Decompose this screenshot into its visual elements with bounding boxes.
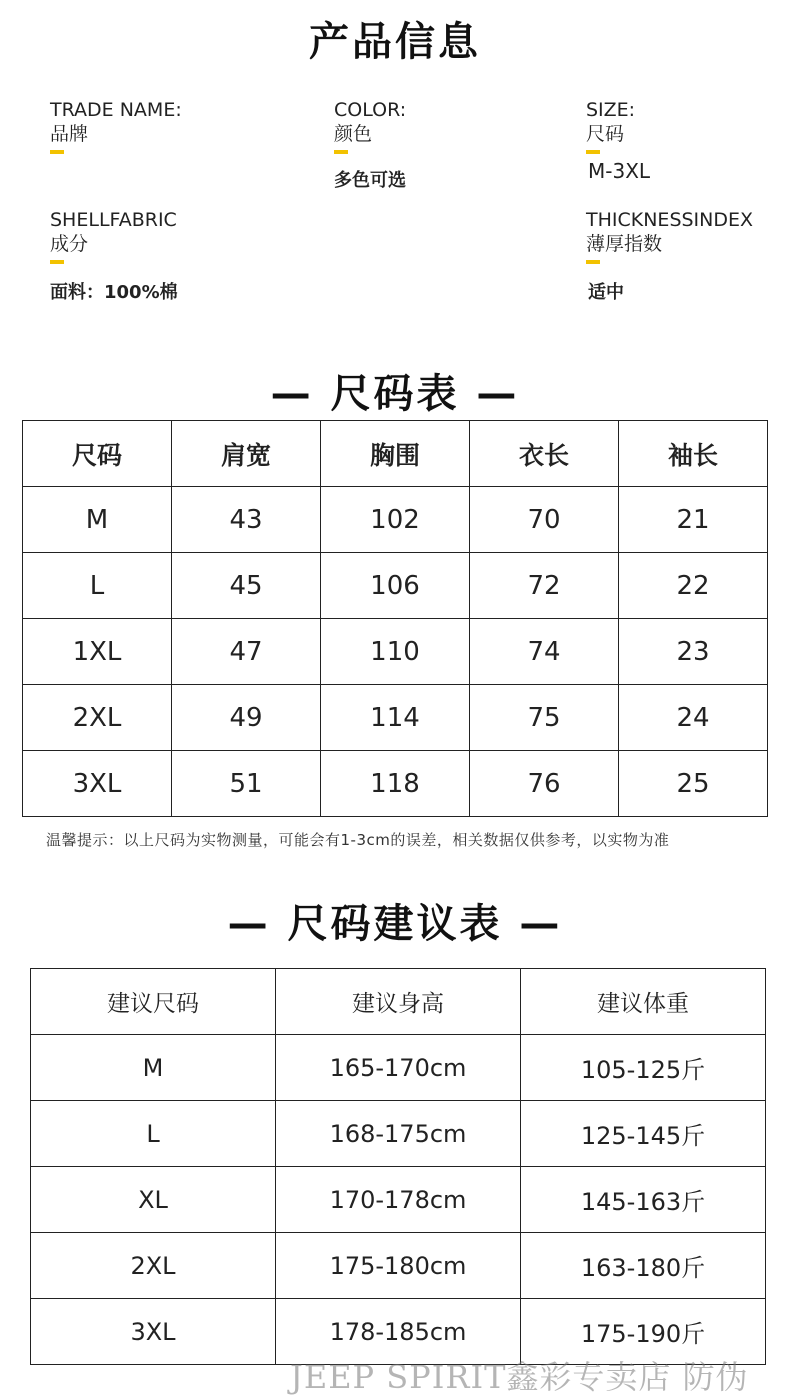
trade-name-label-cn: 品牌 (50, 123, 89, 145)
header-cell: 尺码 (23, 421, 172, 487)
header-cell: 肩宽 (172, 421, 321, 487)
table-cell: 106 (321, 553, 470, 619)
table-cell: 118 (321, 751, 470, 817)
table-cell: 125-145斤 (521, 1101, 766, 1167)
table-cell: 21 (619, 487, 768, 553)
table-cell: M (23, 487, 172, 553)
table-cell: 3XL (31, 1299, 276, 1365)
table-cell: 168-175cm (276, 1101, 521, 1167)
table-cell: 163-180斤 (521, 1233, 766, 1299)
table-cell: 2XL (31, 1233, 276, 1299)
table-cell: 76 (470, 751, 619, 817)
color-value: 多色可选 (334, 170, 406, 191)
table-cell: 51 (172, 751, 321, 817)
header-cell: 建议尺码 (31, 969, 276, 1035)
table-header-row (23, 421, 768, 487)
table-row (31, 1101, 766, 1167)
table-cell: 110 (321, 619, 470, 685)
color-block (334, 98, 406, 154)
size-block (586, 98, 635, 154)
shell-fabric-value: 面料：100%棉 (50, 282, 178, 303)
thickness-label-cn: 薄厚指数 (586, 233, 663, 255)
product-info-title: 产品信息 (309, 19, 481, 65)
table-row (23, 619, 768, 685)
table-cell: 23 (619, 619, 768, 685)
table-cell: XL (31, 1167, 276, 1233)
size-label-en: SIZE: (586, 99, 636, 121)
recommend-chart-table (30, 968, 766, 1365)
table-cell: 114 (321, 685, 470, 751)
table-row (31, 1233, 766, 1299)
table-cell: 43 (172, 487, 321, 553)
table-cell: 105-125斤 (521, 1035, 766, 1101)
thickness-label-en: THICKNESSINDEX (586, 209, 754, 231)
thickness-block (586, 208, 753, 264)
shell-fabric-block (50, 208, 177, 264)
size-label-cn: 尺码 (586, 123, 625, 145)
size-chart-title: — 尺码表 — (270, 371, 520, 417)
header-cell: 建议体重 (521, 969, 766, 1035)
table-cell: 3XL (23, 751, 172, 817)
header-cell: 衣长 (470, 421, 619, 487)
table-row (23, 751, 768, 817)
table-header-row (31, 969, 766, 1035)
table-cell: L (31, 1101, 276, 1167)
table-cell: 45 (172, 553, 321, 619)
trade-name-block (50, 98, 182, 154)
thickness-value: 适中 (588, 282, 624, 303)
table-cell: 175-180cm (276, 1233, 521, 1299)
table-row (31, 1167, 766, 1233)
table-cell: 2XL (23, 685, 172, 751)
accent-bar (50, 260, 64, 264)
accent-bar (334, 150, 348, 154)
size-note: 温馨提示：以上尺码为实物测量，可能会有1-3cm的误差，相关数据仅供参考，以实物为准 (46, 831, 670, 849)
table-row (23, 553, 768, 619)
table-cell: 75 (470, 685, 619, 751)
table-cell: 72 (470, 553, 619, 619)
table-cell: L (23, 553, 172, 619)
accent-bar (50, 150, 64, 154)
shell-fabric-label-en: SHELLFABRIC (50, 209, 177, 231)
accent-bar (586, 260, 600, 264)
header-cell: 袖长 (619, 421, 768, 487)
table-cell: 102 (321, 487, 470, 553)
table-cell: 145-163斤 (521, 1167, 766, 1233)
recommend-chart-title: — 尺码建议表 — (227, 901, 563, 947)
table-cell: M (31, 1035, 276, 1101)
size-chart-table (22, 420, 768, 817)
table-row (23, 685, 768, 751)
table-row (31, 1035, 766, 1101)
color-label-cn: 颜色 (334, 123, 373, 145)
table-cell: 49 (172, 685, 321, 751)
table-cell: 165-170cm (276, 1035, 521, 1101)
table-cell: 47 (172, 619, 321, 685)
table-cell: 1XL (23, 619, 172, 685)
table-row (23, 487, 768, 553)
watermark-text: JEEP SPIRIT鑫彩专卖店 防伪 (290, 1358, 749, 1396)
table-cell: 170-178cm (276, 1167, 521, 1233)
size-value: M-3XL (588, 159, 651, 183)
table-cell: 22 (619, 553, 768, 619)
header-cell: 胸围 (321, 421, 470, 487)
table-cell: 175-190斤 (521, 1299, 766, 1365)
table-cell: 178-185cm (276, 1299, 521, 1365)
shell-fabric-label-cn: 成分 (50, 233, 89, 255)
table-cell: 70 (470, 487, 619, 553)
trade-name-label-en: TRADE NAME: (50, 99, 182, 121)
color-label-en: COLOR: (334, 99, 407, 121)
table-cell: 24 (619, 685, 768, 751)
table-cell: 74 (470, 619, 619, 685)
table-cell: 25 (619, 751, 768, 817)
accent-bar (586, 150, 600, 154)
header-cell: 建议身高 (276, 969, 521, 1035)
